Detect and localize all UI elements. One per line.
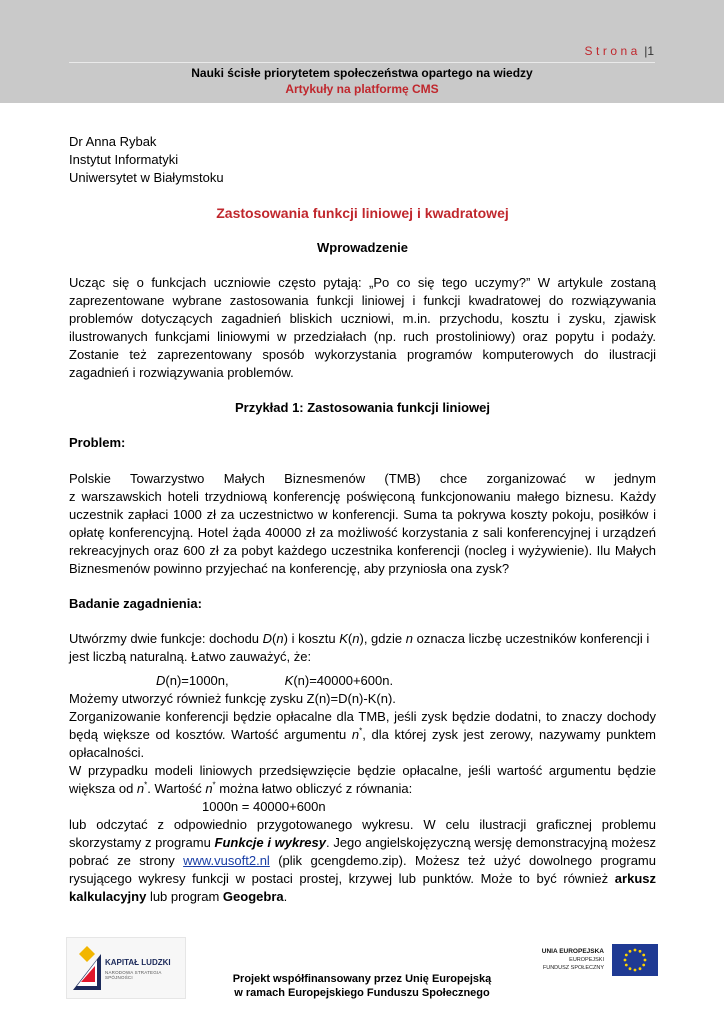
analysis-paragraph-1: Utwórzmy dwie funkcje: dochodu D(n) i kosztu K(n), gdzie n oznacza liczbę uczestników konferencji i jest liczbą naturalną. Łatwo zauważyć, że:	[69, 631, 650, 664]
problem-label: Problem:	[69, 435, 126, 450]
analysis-paragraph-5: lub odczytać z odpowiednio przygotowanego wykresu. W celu ilustracji graficznej problemu skorzystamy z programu Funkcje i wykresy. Jego angielskojęzyczną wersję demonstracyjną możesz pobrać ze strony www.vusoft2.nl (plik gcengdemo.zip). Możesz też użyć dowolnego programu rysującego wykresy funkcji w postaci prostej, krzywej lub punktów. Może to być również arkusz kalkulacyjny lub program Geogebra.	[69, 817, 656, 904]
page-header	[0, 0, 724, 103]
download-link[interactable]: www.vusoft2.nl	[183, 853, 270, 868]
page-number	[584, 44, 654, 58]
article-title: Zastosowania funkcji liniowej i kwadratowej	[216, 205, 509, 221]
author-name: Dr Anna Rybak	[69, 134, 157, 149]
footer-text	[0, 972, 724, 1000]
intro-paragraph: Ucząc się o funkcjach uczniowie często pytają: „Po co się tego uczymy?” W artykule zostaną zaprezentowane wybrane zastosowania funkcji liniowej i funkcji kwadratowej do rozwiązywania problemów dotyczących zagadnień bliskich uczniowi, m.in. przychodu, kosztu i zysku, zjawisk ilustrowanych funkcjami liniowymi w przedziałach (np. ruch prostoliniowy) oraz popytu i podaży. Zostanie też zaprezentowany sposób wykorzystania programów komputerowych do ilustracji zagadnień i rozwiązywania problemów.	[69, 275, 656, 380]
page-label: Strona	[584, 44, 641, 58]
page-number-value: 1	[647, 44, 654, 58]
page-footer	[0, 925, 724, 1024]
header-divider	[69, 62, 655, 63]
kapital-ludzki-subtitle: NARODOWA STRATEGIA SPÓJNOŚCI	[105, 970, 162, 980]
analysis-paragraph-3: Zorganizowanie konferencji będzie opłacalne dla TMB, jeśli zysk będzie dodatni, to znaczy dochody będą większe od kosztów. Wartość argumentu n*, dla której zysk jest zerowy, nazywamy punktem opłacalności.	[69, 709, 657, 760]
spreadsheet-term: arkusz kalkulacyjny	[69, 871, 656, 904]
analysis-label: Badanie zagadnienia:	[69, 596, 202, 611]
eu-logo-title: UNIA EUROPEJSKA	[541, 948, 604, 955]
example1-heading: Przykład 1: Zastosowania funkcji liniowej	[234, 400, 490, 415]
footer-line-1: Projekt współfinansowany przez Unię Europejską	[232, 973, 492, 985]
document-body	[69, 133, 656, 906]
page-separator: |	[644, 44, 648, 58]
problem-first-line: Polskie Towarzystwo Małych Biznesmenów (TMB) chce zorganizować w jednym	[69, 471, 656, 486]
geogebra-term: Geogebra	[222, 889, 284, 904]
intro-heading: Wprowadzenie	[316, 240, 408, 255]
equation: 1000n = 40000+600n	[202, 799, 326, 814]
program-name: Funkcje i wykresy	[214, 835, 326, 850]
formula-d: (n)=1000n,	[165, 673, 229, 688]
author-institute: Instytut Informatyki	[69, 152, 179, 167]
eu-logo-line3: FUNDUSZ SPOŁECZNY	[542, 965, 604, 971]
author-university: Uniwersytet w Białymstoku	[69, 170, 224, 185]
header-subtitle: Artykuły na platformę CMS	[285, 82, 439, 96]
footer-line-2: w ramach Europejskiego Funduszu Społecznego	[234, 987, 490, 999]
formula-k: (n)=40000+600n.	[293, 673, 394, 688]
profit-function: Możemy utworzyć również funkcję zysku Z(n)=D(n)-K(n).	[69, 691, 396, 706]
kapital-ludzki-title: KAPITAŁ LUDZKI	[105, 958, 171, 967]
header-title: Nauki ścisłe priorytetem społeczeństwa opartego na wiedzy	[191, 66, 533, 80]
eu-logo-line2: EUROPEJSKI	[569, 957, 604, 963]
analysis-paragraph-4: W przypadku modeli liniowych przedsięwzięcie będzie opłacalne, jeśli wartość argumentu będzie większa od n*. Wartość n* można łatwo obliczyć z równania:	[69, 763, 656, 796]
problem-paragraph: z warszawskich hoteli trzydniową konferencję poświęconą funkcjonowaniu małego biznesu. Każdy uczestnik zapłaci 1000 zł za uczestnictwo w konferencji. Suma ta pokrywa koszty pokoju, posiłków i opłatę konferencyjną. Hotel żąda 40000 zł za możliwość korzystania z sali konferencyjnej i urządzeń rekreacyjnych oraz 600 zł za pobyt każdego uczestnika konferencji (nocleg i wyżywienie). Ilu Małych Biznesmenów powinno przyjechać na konferencję, aby przyniosła ona zysk?	[69, 489, 656, 576]
formulas-line: D(n)=1000n, K(n)=40000+600n.	[156, 673, 394, 688]
